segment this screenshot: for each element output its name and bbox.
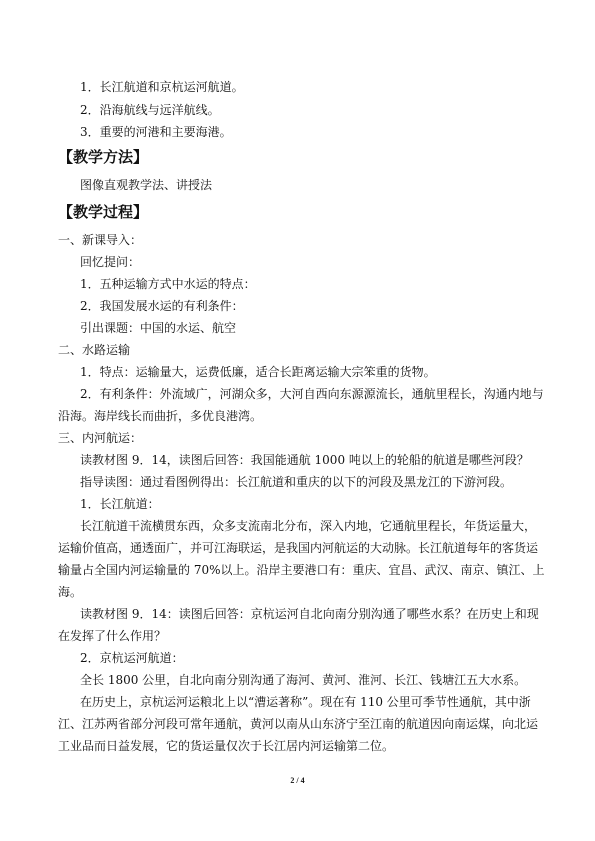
process-heading: 【教学过程】 — [58, 203, 149, 221]
paragraph-line: 引出课题：中国的水运、航空 — [80, 321, 237, 335]
paragraph-line: 1．特点：运输量大，运费低廉，适合长距离运输大宗笨重的货物。 — [80, 365, 436, 379]
objective-item: 3．重要的河港和主要海港。 — [80, 125, 232, 139]
paragraph-line: 工业品而日益发展，它的货运量仅次于长江居内河运输第二位。 — [58, 739, 395, 753]
paragraph-line: 海。 — [58, 585, 83, 599]
methods-heading: 【教学方法】 — [58, 148, 149, 166]
paragraph-line: 输量占全国内河运输量的 70%以上。沿岸主要港口有：重庆、宜昌、武汉、南京、镇江、上 — [58, 563, 545, 577]
paragraph-line: 读教材图 9．14，读图后回答：我国能通航 1000 吨以上的轮船的航道是哪些河段？ — [80, 453, 529, 467]
paragraph-line: 长江航道干流横贯东西，众多支流南北分布，深入内地，它通航里程长，年货运量大， — [80, 519, 537, 533]
paragraph-line: 2．有利条件：外流域广，河湖众多，大河自西向东源源流长，通航里程长，沟通内地与 — [80, 387, 544, 401]
paragraph-line: 1．五种运输方式中水运的特点： — [80, 277, 256, 291]
paragraph-line: 指导读图：通过看图例得出：长江航道和重庆的以下的河段及黑龙江的下游河段。 — [80, 475, 513, 489]
paragraph-line: 在历史上，京杭运河运粮北上以“漕运著称”。现在有 110 公里可季节性通航，其中浙 — [80, 695, 531, 709]
subsection-title: 1．长江航道： — [80, 497, 160, 511]
methods-text: 图像直观教学法、讲授法 — [80, 178, 213, 192]
paragraph-line: 全长 1800 公里，自北向南分别沟通了海河、黄河、淮河、长江、钱塘江五大水系。 — [80, 673, 527, 687]
paragraph-line: 运输价值高，通透面广，并可江海联运，是我国内河航运的大动脉。长江航道每年的客货运 — [58, 541, 539, 555]
paragraph-line: 在发挥了什么作用？ — [58, 629, 167, 643]
section-title: 二、水路运输 — [58, 343, 131, 357]
page-number: 2 / 4 — [290, 776, 305, 785]
paragraph-line: 回忆提问： — [80, 255, 141, 269]
objective-item: 1．长江航道和京杭运河航道。 — [80, 80, 244, 94]
paragraph-line: 2．我国发展水运的有利条件： — [80, 299, 244, 313]
paragraph-line: 江、江苏两省部分河段可常年通航，黄河以南从山东济宁至江南的航道因向南运煤，向北运 — [58, 717, 539, 731]
section-title: 三、内河航运： — [58, 431, 143, 445]
subsection-title: 2．京杭运河航道： — [80, 651, 184, 665]
section-title: 一、新课导入： — [58, 233, 143, 247]
paragraph-line: 读教材图 9．14：读图后回答：京杭运河自北向南分别沟通了哪些水系？在历史上和现 — [80, 607, 539, 621]
objective-item: 2．沿海航线与远洋航线。 — [80, 103, 220, 117]
paragraph-line: 沿海。海岸线长而曲折，多优良港湾。 — [58, 409, 263, 423]
